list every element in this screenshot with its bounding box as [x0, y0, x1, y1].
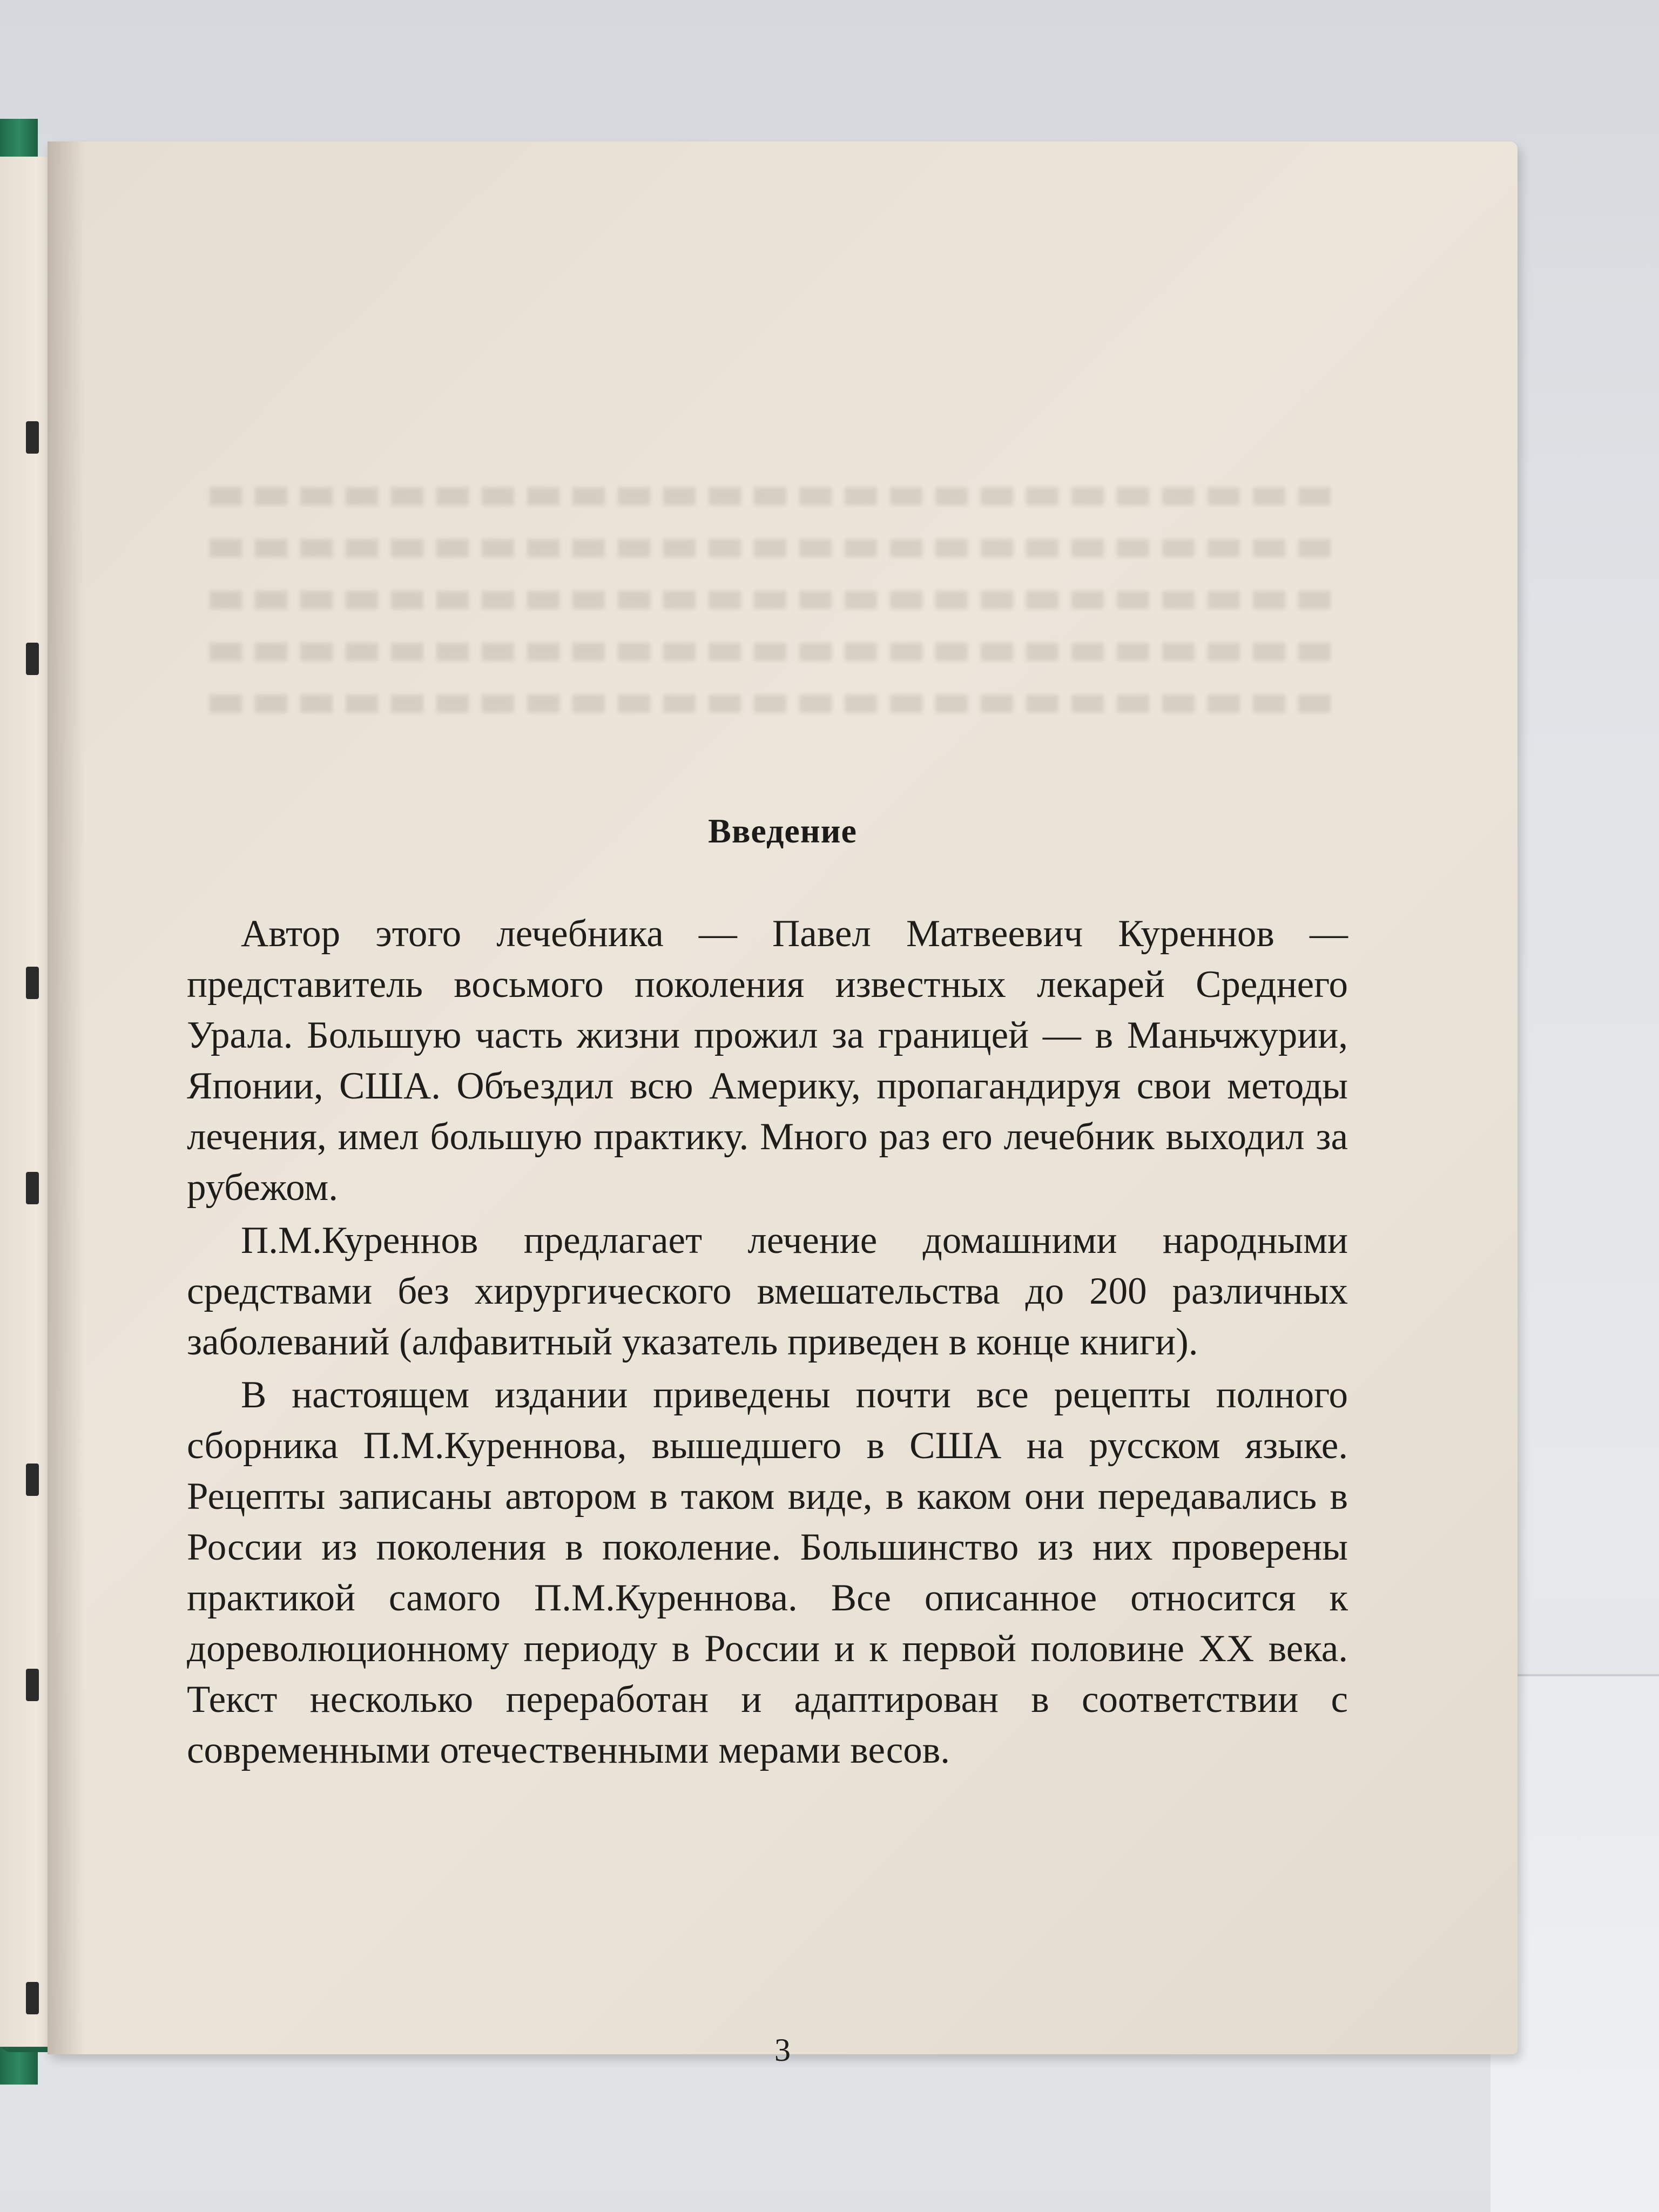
- stitch-mark: [26, 967, 39, 999]
- chapter-heading: Введение: [708, 812, 857, 850]
- body-text: [187, 908, 1348, 1778]
- paragraph: В настоящем издании приведены почти все рецепты полного сборника П.М.Куреннова, вышедшего в США на русском языке. Рецепты записаны автором в таком виде, в каком они передавались в России из поколения в поколение. Большинство из них проверены практикой самого П.М.Куреннова. Все описанное относится к дореволюционному периоду в России и к первой половине XX века. Текст несколько переработан и адаптирован в соответствии с современными отечественными мерами весов.: [187, 1374, 1348, 1771]
- paragraph: Автор этого лечебника — Павел Матвеевич Куреннов — представитель восьмого поколения известных лекарей Среднего Урала. Большую часть жизни прожил за границей — в Маньчжурии, Японии, США. Объездил всю Америку, пропагандируя свои методы лечения, имел большую практику. Много раз его лечебник выходил за рубежом.: [187, 913, 1348, 1209]
- ghost-line: [210, 539, 1344, 557]
- stitch-mark: [26, 1172, 39, 1204]
- gutter-shadow: [48, 141, 85, 2054]
- ghost-line: [210, 487, 1344, 505]
- stitch-mark: [26, 1669, 39, 1701]
- paragraph: П.М.Куреннов предлагает лечение домашними народными средствами без хирургического вмешательства до 200 различных заболеваний (алфавитный указатель приведен в конце книги).: [187, 1219, 1348, 1363]
- book-page: [48, 141, 1518, 2068]
- page-number: 3: [774, 2032, 791, 2068]
- reverse-side-show-through: [210, 487, 1344, 790]
- ghost-line: [210, 694, 1344, 713]
- stitch-mark: [26, 643, 39, 675]
- stitch-mark: [26, 1464, 39, 1496]
- stitch-mark: [26, 1982, 39, 2014]
- stitch-mark: [26, 421, 39, 454]
- ghost-line: [210, 591, 1344, 609]
- ghost-line: [210, 643, 1344, 661]
